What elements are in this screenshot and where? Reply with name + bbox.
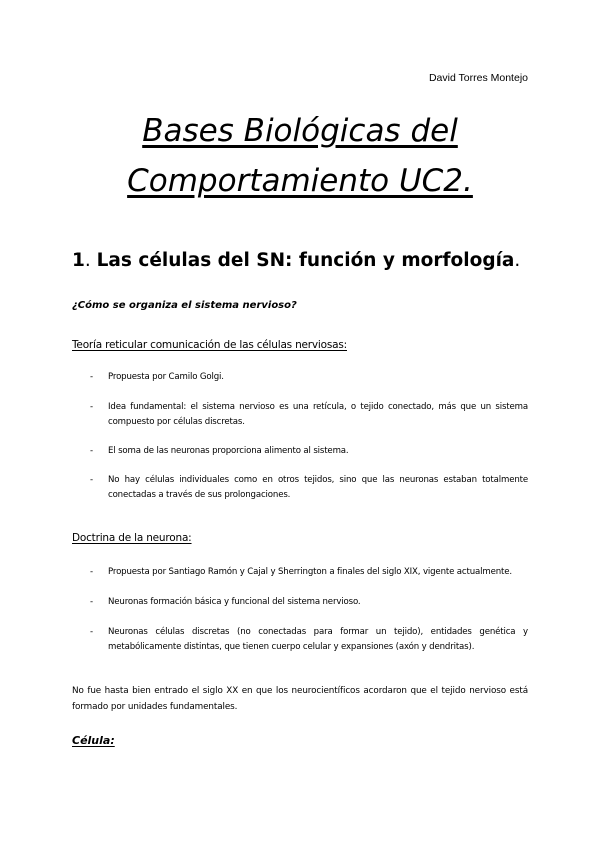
bullet-dash: - [90, 446, 93, 456]
neuron-doctrine-label: Doctrina de la neurona: [72, 532, 192, 544]
bullet-dash: - [90, 372, 93, 382]
section-title: Las células del SN: función y morfología [96, 250, 515, 271]
bullet-dash: - [90, 475, 93, 485]
list-item [72, 473, 528, 503]
summary-paragraph: No fue hasta bien entrado el siglo XX en que los neurocientíficos acordaron que el tejido nervioso está formado por unidades fundamentales. [72, 686, 528, 712]
cell-heading: Célula: [72, 734, 115, 747]
document-title-line-2: Comportamiento UC2. [127, 163, 473, 199]
document-title-line-1: Bases Biológicas del [142, 113, 458, 149]
bullet-dash: - [90, 597, 93, 607]
reticular-theory-list [72, 370, 528, 503]
bullet-dash: - [90, 627, 93, 637]
bullet-dash: - [90, 567, 93, 577]
author-name: David Torres Montejo [428, 72, 528, 84]
list-item-text: Neuronas formación básica y funcional del sistema nervioso. [108, 597, 361, 607]
list-item [72, 370, 528, 385]
list-item [72, 595, 528, 610]
bullet-dash: - [90, 402, 93, 412]
neuron-doctrine-list [72, 565, 528, 655]
reticular-theory-label: Teoría reticular comunicación de las células nerviosas: [72, 339, 347, 351]
list-item [72, 444, 528, 459]
section-trailing: . [514, 250, 521, 271]
list-item [72, 400, 528, 430]
list-item [72, 565, 528, 580]
list-item-text: Neuronas células discretas (no conectadas para formar un tejido), entidades genética y metabólicamente distintas, que tienen cuerpo celular y expansiones (axón y dendritas). [108, 627, 528, 652]
list-item-text: Propuesta por Santiago Ramón y Cajal y Sherrington a finales del siglo XIX, vigente actualmente. [108, 567, 512, 577]
section-number: 1 [72, 250, 85, 271]
list-item-text: Propuesta por Camilo Golgi. [108, 372, 224, 382]
list-item [72, 625, 528, 655]
organization-question: ¿Cómo se organiza el sistema nervioso? [72, 300, 297, 311]
list-item-text: El soma de las neuronas proporciona alimento al sistema. [108, 446, 349, 456]
list-item-text: No hay células individuales como en otros tejidos, sino que las neuronas estaban totalmente conectadas a través de sus prolongaciones. [108, 475, 528, 500]
list-item-text: Idea fundamental: el sistema nervioso es una retícula, o tejido conectado, más que un sistema compuesto por células discretas. [108, 402, 528, 427]
section-heading: 1. Las células del SN: función y morfología. [72, 250, 521, 271]
